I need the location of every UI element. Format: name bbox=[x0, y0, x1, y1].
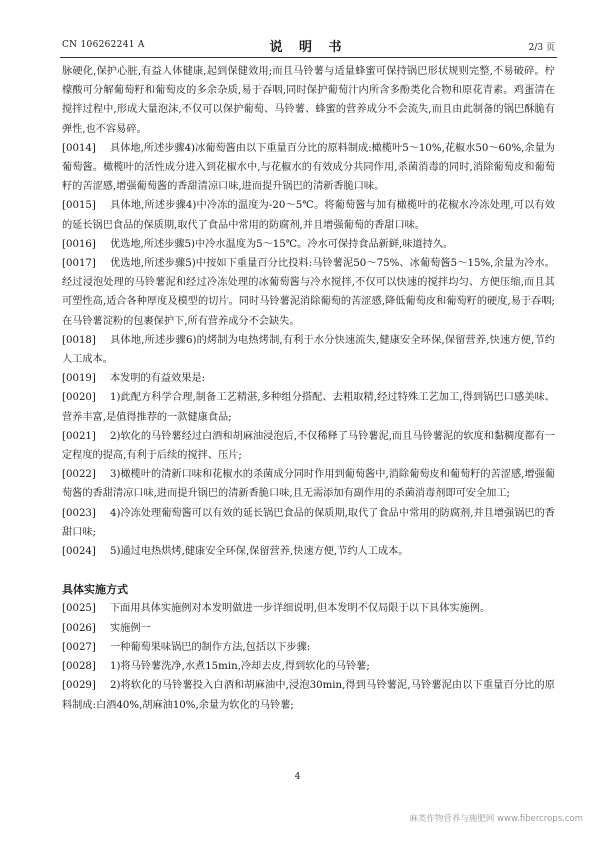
paragraph-number: [0025] bbox=[62, 603, 96, 615]
page-number: 4 bbox=[294, 772, 301, 782]
paragraph: [0027] 一种葡萄果味锅巴的制作方法,包括以下步骤: bbox=[62, 638, 555, 657]
page-info: 2/3 页 bbox=[528, 43, 555, 53]
paragraph-number: [0019] bbox=[62, 373, 96, 385]
patent-number: CN 106262241 A bbox=[62, 40, 145, 50]
paragraph-number: [0017] bbox=[62, 258, 96, 270]
paragraph: [0018] 具体地,所述步骤6)的烤制为电热烤制,有利于水分快速流失,健康安全环保,保留营养,快速方便,节约人工成本。 bbox=[62, 331, 555, 369]
paragraph: 脉硬化,保护心脏,有益人体健康,起到保健效用;而且马铃薯与适量蜂蜜可保持锅巴形状规则完整,不易破碎。柠檬酸可分解葡萄籽和葡萄皮的多余杂质,易于吞咽,同时保护葡萄汁内所含多酚类化合物和原花青素。鸡蛋清在搅拌过程中,形成大量泡沫,不仅可以保护葡萄、马铃薯、蜂蜜的营养成分不会流失,而且由此制备的锅巴酥脆有弹性,也不容易碎。 bbox=[62, 66, 555, 135]
document-title: 说 明 书 bbox=[269, 40, 348, 55]
paragraph: [0017] 优选地,所述步骤5)中按如下重量百分比投料:马铃薯泥50～75%、冰葡萄酱5～15%,余量为冷水。经过浸泡处理的马铃薯泥和经过冷冻处理的冰葡萄酱与冷水搅拌,不仅可以快速的搅拌均匀、方便压缩,而且其可塑性高,适合各种厚度及模型的切片。同时马铃薯泥消除葡萄的苦涩感,降低葡萄皮和葡萄籽的硬度,易于吞咽;在马铃薯淀粉的包裹保护下,所有营养成分不会缺失。 bbox=[62, 254, 555, 331]
paragraph-number: [0015] bbox=[62, 200, 96, 212]
paragraph: [0014] 具体地,所述步骤4)冰葡萄酱由以下重量百分比的原料制成:橄榄叶5～10%,花椒水50～60%,余量为葡萄酱。橄榄叶的活性成分进入到花椒水中,与花椒水的有效成分共同作用,杀菌消毒的同时,消除葡萄皮和葡萄籽的苦涩感,增强葡萄酱的香甜清凉口味,进而提升锅巴的清新香脆口味。 bbox=[62, 139, 555, 197]
paragraph: [0019] 本发明的有益效果是: bbox=[62, 369, 555, 388]
paragraph-number: [0027] bbox=[62, 641, 96, 653]
paragraph: [0023] 4)冷冻处理葡萄酱可以有效的延长锅巴食品的保质期,取代了食品中常用的防腐剂,并且增强锅巴的香甜口味; bbox=[62, 504, 555, 542]
paragraph: [0021] 2)软化的马铃薯经过白酒和胡麻油浸泡后,不仅稀释了马铃薯泥,而且马铃薯泥的软度和黏稠度都有一定程度的提高,有利于后续的搅拌、压片; bbox=[62, 427, 555, 465]
paragraph-number: [0028] bbox=[62, 661, 96, 673]
paragraph-number: [0014] bbox=[62, 142, 96, 154]
paragraph-number: [0024] bbox=[62, 546, 96, 558]
paragraph-number: [0020] bbox=[62, 392, 96, 404]
paragraph-number: [0018] bbox=[62, 334, 96, 346]
page-header bbox=[62, 36, 555, 56]
watermark: 麻类作物营养与施肥网 www.fibercrops.com bbox=[409, 814, 583, 824]
paragraph: [0028] 1)将马铃薯洗净,水煮15min,冷却去皮,得到软化的马铃薯; bbox=[62, 657, 555, 676]
header-divider bbox=[60, 57, 557, 58]
paragraph-number: [0026] bbox=[62, 622, 96, 634]
paragraph-number: [0016] bbox=[62, 238, 96, 250]
paragraph-number: [0021] bbox=[62, 430, 96, 442]
paragraph: [0024] 5)通过电热烘烤,健康安全环保,保留营养,快速方便,节约人工成本。 bbox=[62, 542, 555, 561]
paragraph: [0015] 具体地,所述步骤4)中冷冻的温度为-20～5℃。将葡萄酱与加有橄榄叶的花椒水冷冻处理,可以有效的延长锅巴食品的保质期,取代了食品中常用的防腐剂,并且增强葡萄的香甜口味。 bbox=[62, 196, 555, 234]
paragraph-number: [0029] bbox=[62, 680, 96, 692]
paragraph: [0026] 实施例一 bbox=[62, 619, 555, 638]
paragraph-number: [0022] bbox=[62, 469, 96, 481]
paragraph: [0025] 下面用具体实施例对本发明做进一步详细说明,但本发明不仅局限于以下具体实施例。 bbox=[62, 599, 555, 618]
section-title: 具体实施方式 bbox=[62, 583, 128, 597]
paragraph: [0022] 3)橄榄叶的清新口味和花椒水的杀菌成分同时作用到葡萄酱中,消除葡萄皮和葡萄籽的苦涩感,增强葡萄酱的香甜清凉口味,进而提升锅巴的清新香脆口味,且无需添加有副作用的杀菌消毒剂即可安全加工; bbox=[62, 465, 555, 503]
document-body bbox=[62, 62, 555, 715]
paragraph: [0029] 2)将软化的马铃薯投入白酒和胡麻油中,浸泡30min,得到马铃薯泥,马铃薯泥由以下重量百分比的原料制成:白酒40%,胡麻油10%,余量为软化的马铃薯; bbox=[62, 676, 555, 714]
paragraph: [0016] 优选地,所述步骤5)中冷水温度为5～15℃。冷水可保持食品新鲜,味道持久。 bbox=[62, 235, 555, 254]
paragraph-number: [0023] bbox=[62, 507, 96, 519]
paragraph: [0020] 1)此配方科学合理,制备工艺精湛,多种组分搭配、去粗取精,经过特殊工艺加工,得到锅巴口感美味、营养丰富,是值得推荐的一款健康食品; bbox=[62, 388, 555, 426]
